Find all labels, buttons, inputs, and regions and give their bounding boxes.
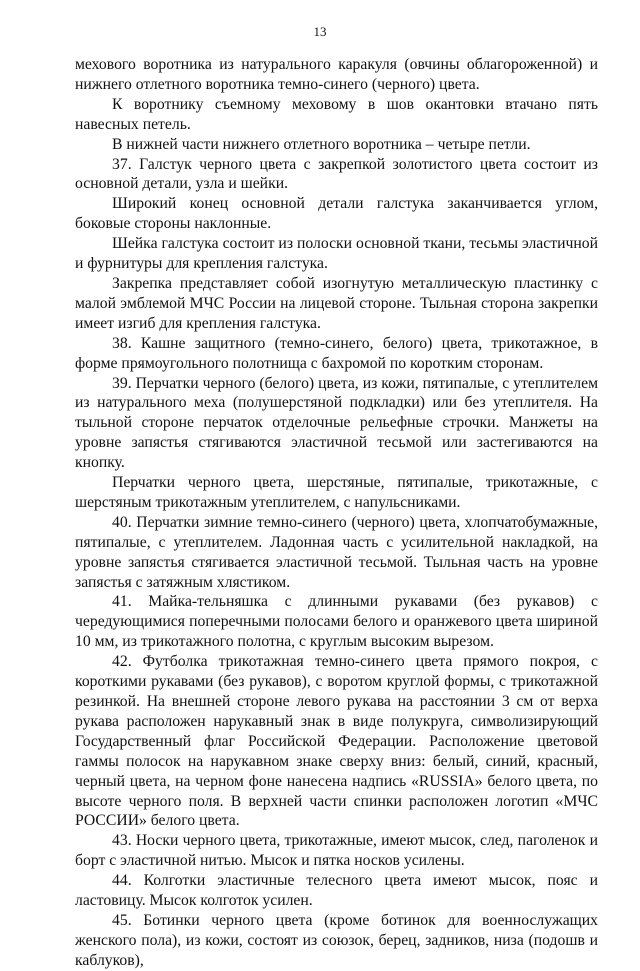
paragraph: 44. Колготки эластичные телесного цвета имеют мысок, пояс и ластовицу. Мысок колготок усилен. bbox=[75, 872, 598, 910]
paragraph: 40. Перчатки зимние темно-синего (черного) цвета, хлопчатобумажные, пятипалые, с утеплителем. Ладонная часть с усилительной накладкой, на уровне запястья стягивается эластичной тесьмой. Тыльная часть на уровне запястья с затяжным хлястиком. bbox=[75, 513, 598, 591]
document-body bbox=[75, 55, 598, 971]
paragraph: К воротнику съемному меховому в шов окантовки втачано пять навесных петель. bbox=[75, 95, 598, 133]
paragraph: Шейка галстука состоит из полоски основной ткани, тесьмы эластичной и фурнитуры для крепления галстука. bbox=[75, 235, 598, 273]
paragraph: 42. Футболка трикотажная темно-синего цвета прямого покроя, с короткими рукавами (без рукавов), с воротом круглой формы, с трикотажной резинкой. На внешней стороне левого рукава на расстоянии 3 см от верха рукава расположен нарукавный знак в виде полукруга, символизирующий Государственный флаг Российской Федерации. Расположение цветовой гаммы полосок на нарукавном знаке сверху вниз: белый, синий, красный, черный цвета, на черном фоне нанесена надпись «RUSSIA» белого цвета, по высоте черного поля. В верхней части спинки расположен логотип «МЧС РОССИИ» белого цвета. bbox=[75, 653, 598, 830]
paragraph: Закрепка представляет собой изогнутую металлическую пластинку с малой эмблемой МЧС России на лицевой стороне. Тыльная сторона закрепки имеет изгиб для крепления галстука. bbox=[75, 274, 598, 332]
paragraph: 38. Кашне защитного (темно-синего, белого) цвета, трикотажное, в форме прямоугольного полотнища с бахромой по коротким сторонам. bbox=[75, 334, 598, 372]
paragraph: Перчатки черного цвета, шерстяные, пятипалые, трикотажные, с шерстяным трикотажным утеплителем, с напульсниками. bbox=[75, 474, 598, 511]
paragraph: 45. Ботинки черного цвета (кроме ботинок для военнослужащих женского пола), из кожи, состоят из союзок, берец, задников, низа (подошв и каблуков), bbox=[75, 911, 598, 969]
page-number: 13 bbox=[313, 24, 327, 39]
paragraph: 41. Майка-тельняшка с длинными рукавами (без рукавов) с чередующимися поперечными полосами белого и оранжевого цвета шириной 10 мм, из трикотажного полотна, с круглым высоким вырезом. bbox=[75, 593, 598, 651]
paragraph: 43. Носки черного цвета, трикотажные, имеют мысок, след, паголенок и борт с эластичной нитью. Мысок и пятка носков усилены. bbox=[75, 832, 598, 870]
paragraph: Широкий конец основной детали галстука заканчивается углом, боковые стороны наклонные. bbox=[75, 195, 598, 233]
paragraph: мехового воротника из натурального каракуля (овчины облагороженной) и нижнего отлетного воротника темно-синего (черного) цвета. bbox=[75, 56, 598, 93]
paragraph: 37. Галстук черного цвета с закрепкой золотистого цвета состоит из основной детали, узла и шейки. bbox=[75, 155, 598, 193]
paragraph: В нижней части нижнего отлетного воротника – четыре петли. bbox=[112, 135, 531, 153]
paragraph: 39. Перчатки черного (белого) цвета, из кожи, пятипалые, с утеплителем из натурального меха (полушерстяной подкладки) или без утеплителя. На тыльной стороне перчаток отделочные рельефные строчки. Манжеты на уровне запястья стягиваются эластичной тесьмой или застегиваются на кнопку. bbox=[75, 374, 598, 472]
